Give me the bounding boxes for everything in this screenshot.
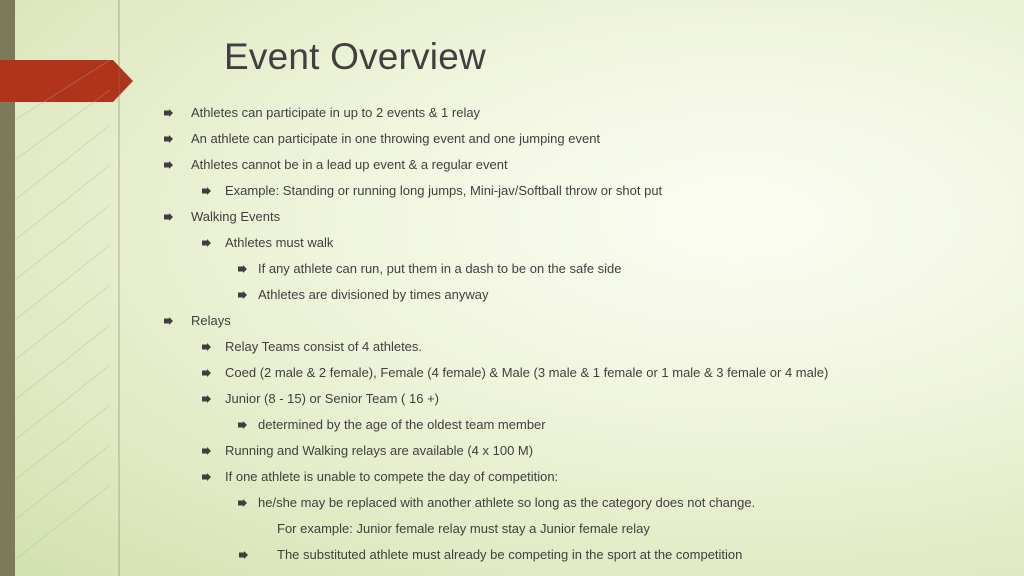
- arrow-bullet-icon: [202, 395, 211, 403]
- bullet-item: [225, 365, 828, 381]
- arrow-bullet-icon: [202, 369, 211, 377]
- bullet-item: [258, 287, 489, 303]
- bullet-item: [191, 105, 480, 121]
- arrow-bullet-icon: [164, 317, 173, 325]
- arrow-bullet-icon: [164, 135, 173, 143]
- arrow-bullet-icon: [164, 213, 173, 221]
- bullet-item: [258, 495, 755, 511]
- bullet-text: An athlete can participate in one throwing event and one jumping event: [191, 131, 601, 146]
- bullet-text: Coed (2 male & 2 female), Female (4 female) & Male (3 male & 1 female or 1 male & 3 female or 4 male): [225, 365, 829, 380]
- bullet-text: he/she may be replaced with another athlete so long as the category does not change.: [258, 495, 756, 510]
- bullet-text: determined by the age of the oldest team member: [258, 417, 546, 432]
- bullet-text: Athletes cannot be in a lead up event & a regular event: [191, 157, 508, 172]
- bullet-item: [225, 235, 333, 251]
- arrow-bullet-icon: [164, 161, 173, 169]
- arrow-bullet-icon: [202, 187, 211, 195]
- arrow-bullet-icon: [202, 473, 211, 481]
- bullet-text: Athletes must walk: [225, 235, 334, 250]
- bullet-text: Athletes are divisioned by times anyway: [258, 287, 489, 302]
- arrow-bullet-icon: [238, 421, 247, 429]
- bullet-text: For example: Junior female relay must stay a Junior female relay: [277, 521, 650, 536]
- slide-title: Event Overview: [224, 36, 486, 77]
- arrow-bullet-icon: [164, 109, 173, 117]
- arrow-bullet-icon: [239, 551, 248, 559]
- bullet-text: The substituted athlete must already be competing in the sport at the competition: [277, 547, 743, 562]
- bullet-item: [191, 209, 280, 225]
- arrow-bullet-icon: [238, 291, 247, 299]
- bullet-text: If any athlete can run, put them in a dash to be on the safe side: [258, 261, 622, 276]
- bullet-item: [225, 443, 533, 459]
- bullet-item: [191, 157, 508, 173]
- bullet-item: [225, 469, 558, 485]
- bullet-text: Athletes can participate in up to 2 events & 1 relay: [191, 105, 481, 120]
- bullet-item: [191, 131, 600, 147]
- bullet-text: Example: Standing or running long jumps, Mini-jav/Softball throw or shot put: [225, 183, 663, 198]
- bullet-item: [225, 339, 422, 355]
- bullet-item: [225, 183, 662, 199]
- bullet-text: If one athlete is unable to compete the day of competition:: [225, 469, 559, 484]
- bullet-text: Walking Events: [191, 209, 281, 224]
- bullet-text: Running and Walking relays are available (4 x 100 M): [225, 443, 534, 458]
- arrow-bullet-icon: [202, 447, 211, 455]
- bullet-text: Junior (8 - 15) or Senior Team ( 16 +): [225, 391, 439, 406]
- bullet-item: [277, 547, 742, 563]
- bullet-item: [191, 313, 231, 329]
- bullet-item: [225, 391, 439, 407]
- bullet-item: [258, 417, 546, 433]
- bullet-item: [258, 261, 622, 277]
- bullet-item: [277, 521, 650, 537]
- arrow-bullet-icon: [202, 239, 211, 247]
- arrow-bullet-icon: [238, 499, 247, 507]
- bullet-text: Relays: [191, 313, 231, 328]
- arrow-bullet-icon: [202, 343, 211, 351]
- bullet-text: Relay Teams consist of 4 athletes.: [225, 339, 423, 354]
- arrow-bullet-icon: [238, 265, 247, 273]
